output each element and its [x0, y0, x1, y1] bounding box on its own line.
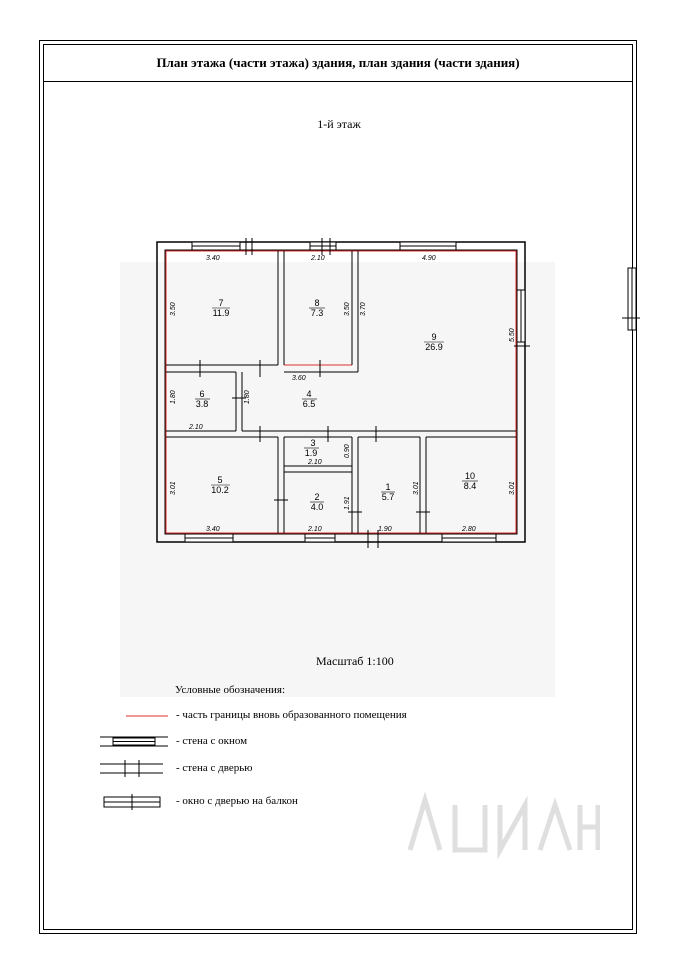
- legend-balcony-symbol: [104, 794, 160, 810]
- dimension-label: 2.80: [462, 526, 476, 533]
- room-number: 9: [431, 332, 437, 342]
- room-number: 5: [217, 475, 223, 485]
- room-number: 3: [310, 438, 316, 448]
- room-area: 5.7: [381, 492, 395, 502]
- dimension-label: 3.60: [292, 375, 306, 382]
- dimension-label: 5.50: [509, 328, 516, 342]
- plan-background: [120, 262, 555, 697]
- dimension-label: 2.10: [311, 255, 325, 262]
- dimension-label: 3.40: [206, 255, 220, 262]
- dimension-label: 3.50: [170, 302, 177, 316]
- room-area: 11.9: [212, 308, 230, 318]
- legend-item-window: - стена с окном: [176, 735, 248, 747]
- legend-title: Условные обозначения:: [175, 684, 286, 696]
- room-area: 4.0: [310, 502, 324, 512]
- dimension-label: 1.91: [344, 496, 351, 510]
- legend-item-balcony: - окно с дверью на балкон: [176, 795, 298, 807]
- scale-label: Масштаб 1:100: [316, 654, 394, 668]
- room-area: 7.3: [310, 308, 324, 318]
- dimension-label: 1.80: [170, 390, 177, 404]
- room-area: 1.9: [304, 448, 318, 458]
- legend-door-symbol: [100, 760, 163, 777]
- dimension-label: 3.50: [344, 302, 351, 316]
- legend-item-boundary: - часть границы вновь образованного помещения: [176, 709, 407, 721]
- floor-label: 1-й этаж: [317, 117, 361, 131]
- room-area: 8.4: [463, 481, 477, 491]
- dimension-label: 0.90: [344, 444, 351, 458]
- room-area: 3.8: [195, 399, 209, 409]
- room-area: 6.5: [302, 399, 316, 409]
- dimension-label: 2.10: [189, 424, 203, 431]
- dimension-label: 4.90: [422, 255, 436, 262]
- room-number: 4: [306, 389, 312, 399]
- dimension-label: 1.90: [378, 526, 392, 533]
- room-area: 26.9: [425, 342, 443, 352]
- dimension-label: 2.10: [308, 526, 322, 533]
- legend-window-symbol: [100, 737, 168, 746]
- watermark-logo: [400, 790, 600, 860]
- page-title: План этажа (части этажа) здания, план здания (части здания): [43, 44, 633, 82]
- dimension-label: 3.01: [509, 481, 516, 495]
- dimension-label: 1.80: [244, 390, 251, 404]
- room-number: 2: [314, 492, 320, 502]
- room-area: 10.2: [211, 485, 229, 495]
- legend-symbols: [100, 716, 168, 810]
- dimension-label: 2.10: [308, 459, 322, 466]
- dimension-label: 3.40: [206, 526, 220, 533]
- dimension-label: 3.01: [170, 481, 177, 495]
- room-number: 10: [464, 471, 476, 481]
- legend-item-door: - стена с дверью: [176, 762, 253, 774]
- room-number: 8: [314, 298, 320, 308]
- room-number: 6: [199, 389, 205, 399]
- room-number: 1: [385, 482, 391, 492]
- room-number: 7: [218, 298, 224, 308]
- dimension-label: 3.70: [360, 302, 367, 316]
- dimension-label: 3.01: [413, 481, 420, 495]
